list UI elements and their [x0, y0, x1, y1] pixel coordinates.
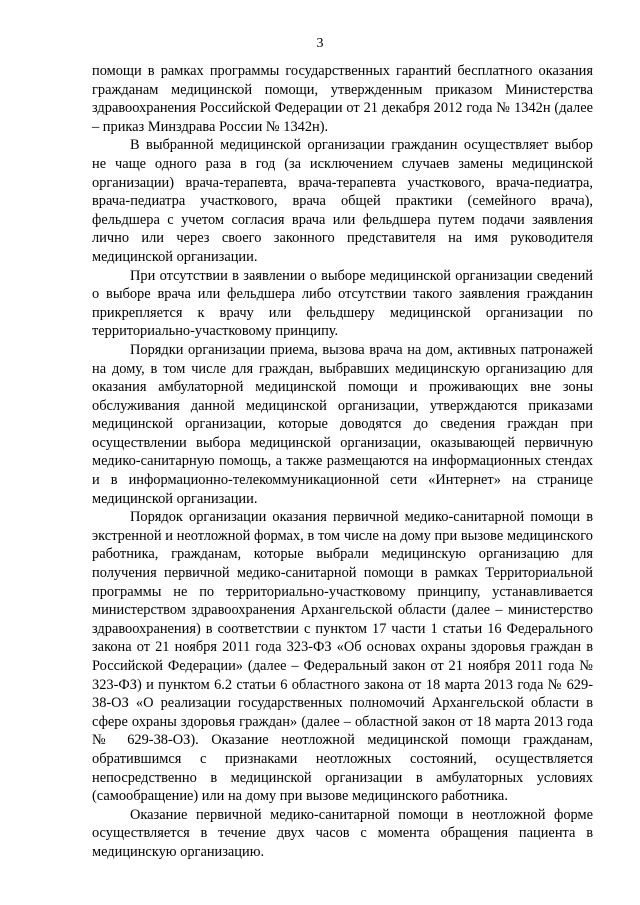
paragraph-5: Порядок организации оказания первичной медико-санитарной помощи в экстренной и неотложной формах, в том числе на дому при вызове медицинского работника, гражданам, которые выбрали медицинскую организацию для получения первичной медико-санитарной помощи в рамках Территориальной программы не по территориально-участковому принципу, устанавливается министерством здравоохранения Архангельской области (далее – министерство здравоохранения) в соответствии с пунктом 17 части 1 статьи 16 Федерального закона от 21 ноября 2011 года 323-ФЗ «Об основах охраны здоровья граждан в Российской Федерации» (далее – Федеральный закон от 21 ноября 2011 года № 323-ФЗ) и пунктом 6.2 статьи 6 областного закона от 18 марта 2013 года № 629-38-ОЗ «О реализации государственных полномочий Архангельской области в сфере охраны здоровья граждан» (далее – областной закон от 18 марта 2013 года № 629-38-ОЗ). Оказание неотложной медицинской помощи гражданам, обратившимся с признаками неотложных состояний, осуществляется непосредственно в медицинской организации в амбулаторных условиях (самообращение) или на дому при вызове медицинского работника.: [92, 509, 593, 805]
document-body: [92, 62, 593, 862]
paragraph-3: При отсутствии в заявлении о выборе медицинской организации сведений о выборе врача или фельдшера либо отсутствии такого заявления гражданин прикрепляется к врачу или фельдшеру медицинской организации по территориально-участковому принципу.: [92, 267, 593, 340]
paragraph-4: Порядки организации приема, вызова врача на дом, активных патронажей на дому, в том числе для граждан, выбравших медицинскую организацию для оказания амбулаторной медицинской помощи и проживающих вне зоны обслуживания данной медицинской организации, утверждаются приказами медицинской организации, которые доводятся до сведения граждан при осуществлении выбора медицинской организации, оказывающей первичную медико-санитарную помощь, а также размещаются на информационных стендах и в информационно-телекоммуникационной сети «Интернет» на странице медицинской организации.: [92, 341, 593, 507]
paragraph-6: Оказание первичной медико-санитарной помощи в неотложной форме осуществляется в течение двух часов с момента обращения пациента в медицинскую организацию.: [92, 806, 593, 860]
paragraph-1: помощи в рамках программы государственных гарантий бесплатного оказания гражданам медицинской помощи, утвержденным приказом Министерства здравоохранения Российской Федерации от 21 декабря 2012 года № 1342н (далее – приказ Минздрава России № 1342н).: [92, 63, 593, 135]
page-number: 3: [316, 36, 324, 51]
paragraph-2: В выбранной медицинской организации гражданин осуществляет выбор не чаще одного раза в год (за исключением случаев замены медицинской организации) врача-терапевта, врача-терапевта участкового, врача-педиатра, врача-педиатра участкового, врача общей практики (семейного врача), фельдшера с учетом согласия врача или фельдшера путем подачи заявления лично или через своего законного представителя на имя руководителя медицинской организации.: [92, 137, 593, 265]
